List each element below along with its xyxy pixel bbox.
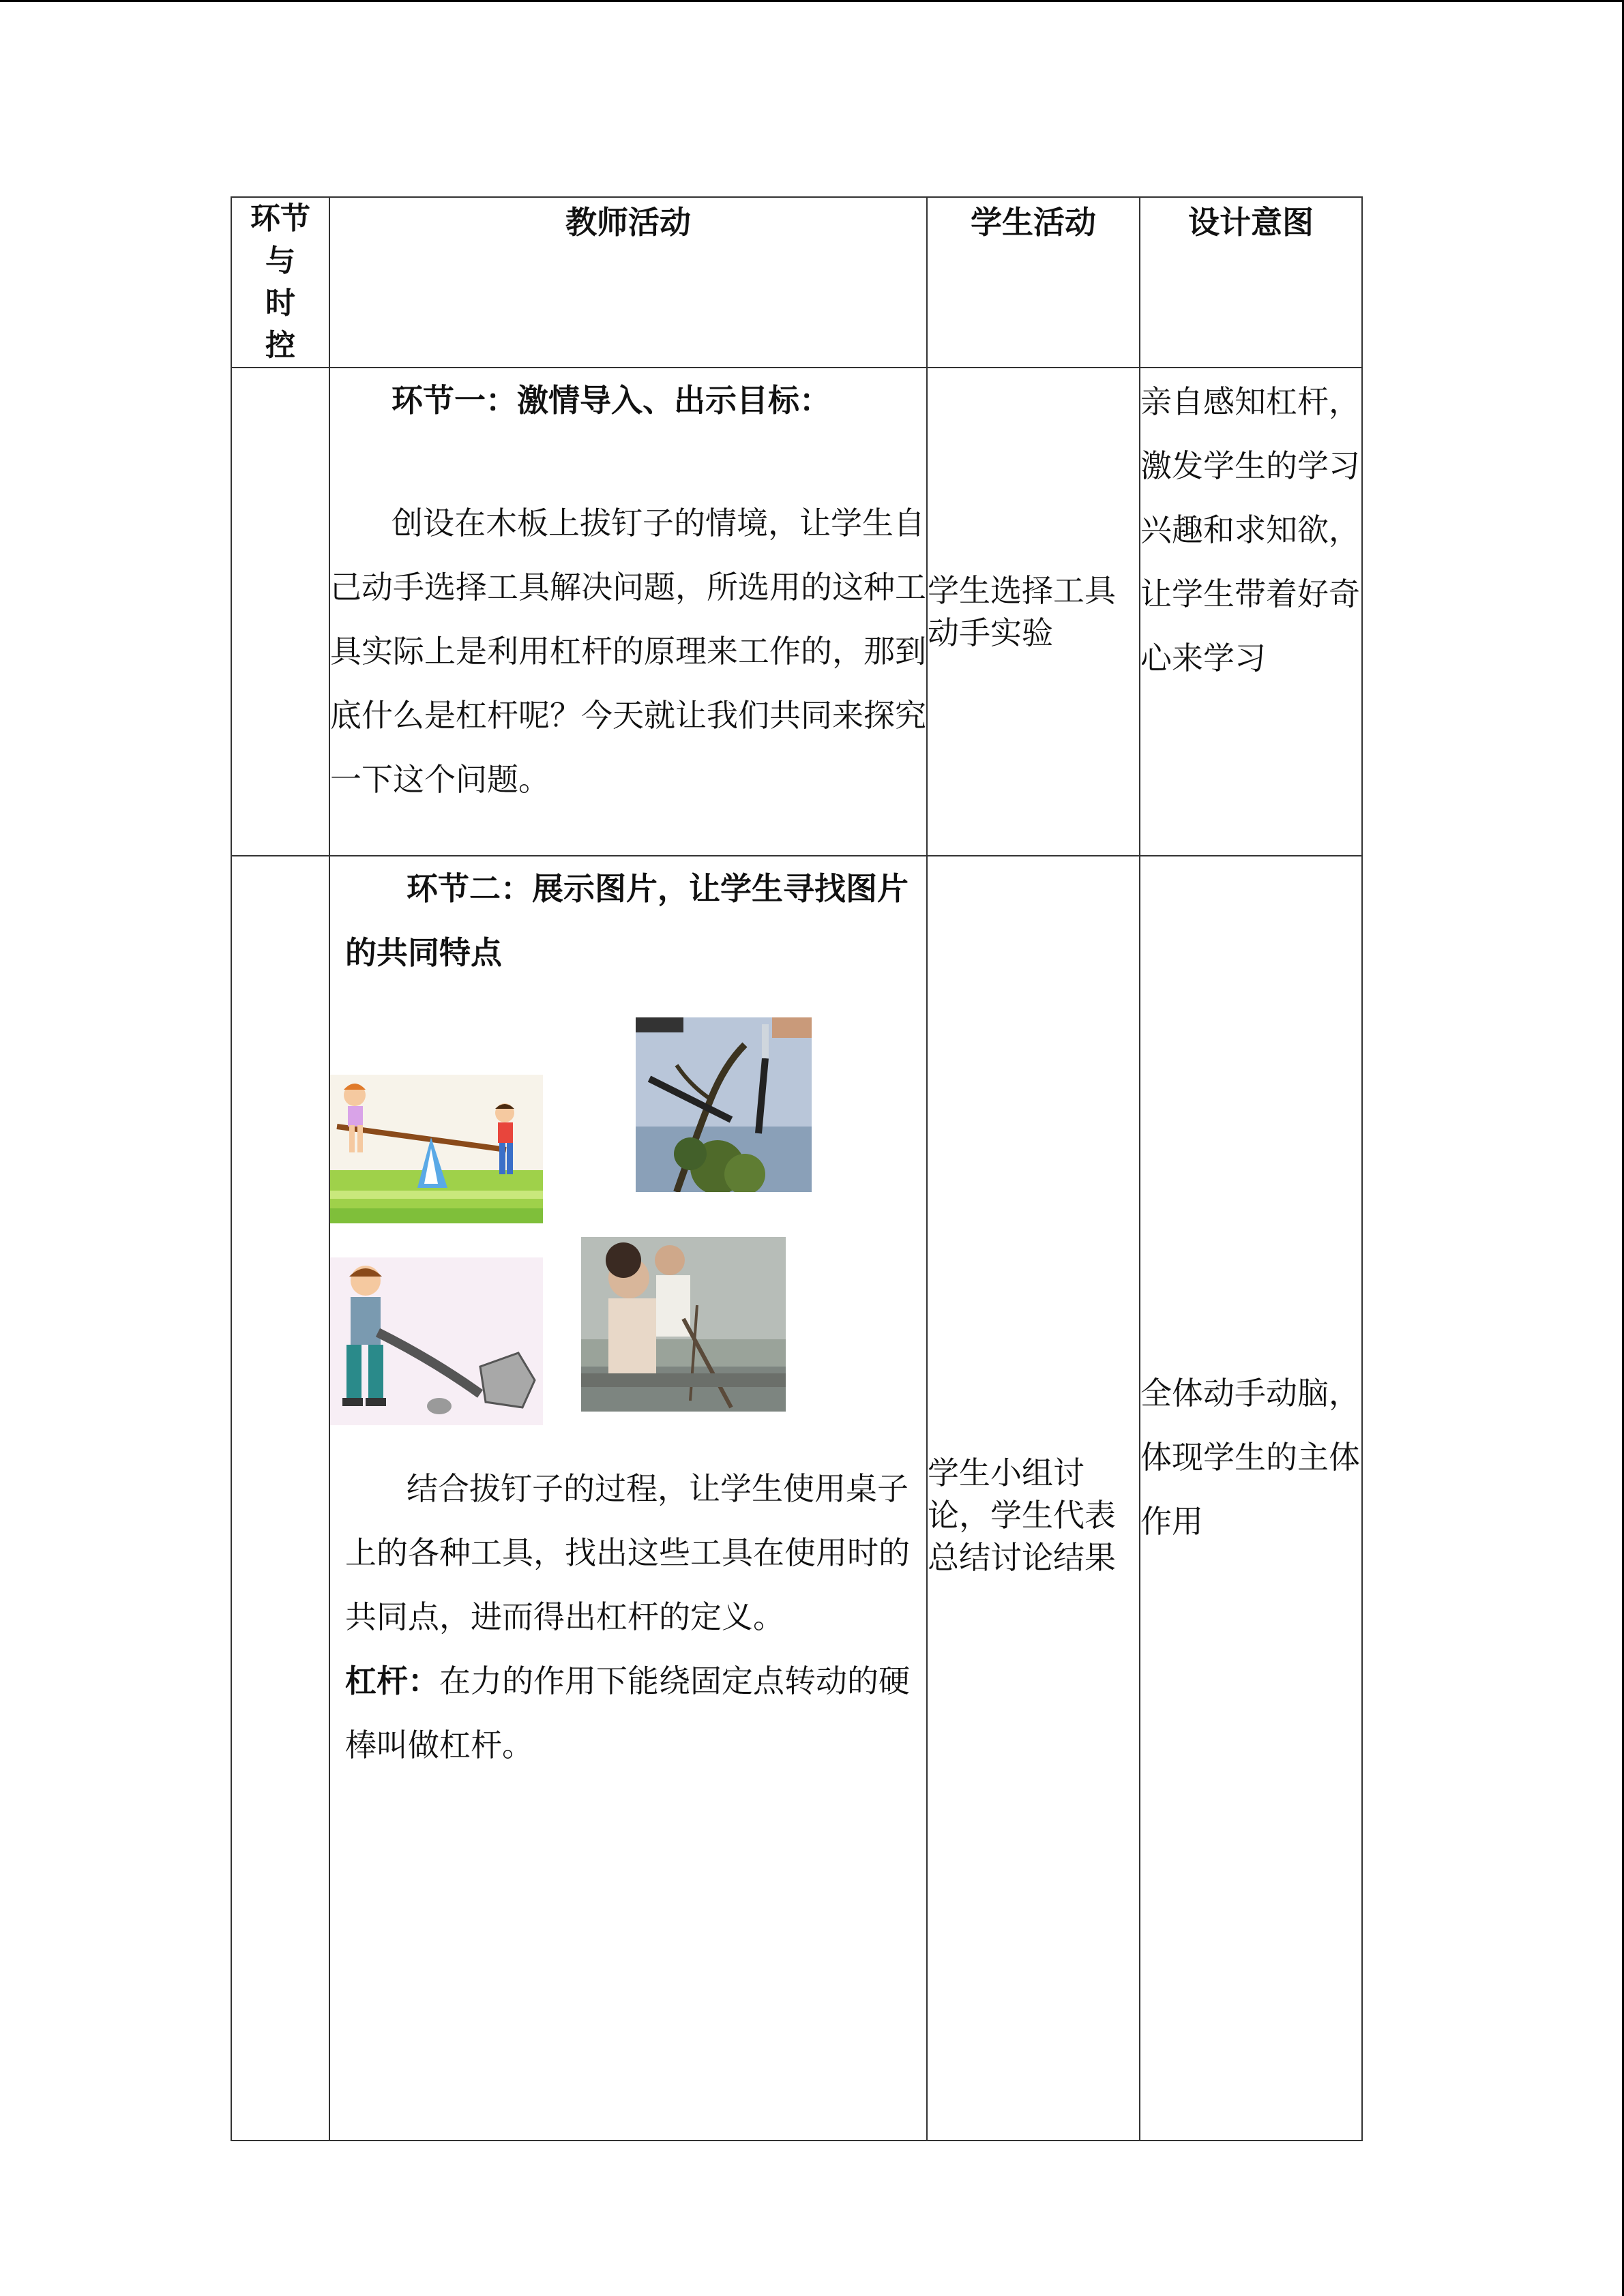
stage-title: 环节一：激情导入、出示目标： xyxy=(392,382,831,419)
header-stage-time: 环节 与 时 控 xyxy=(231,197,329,368)
header-teacher-activity: 教师活动 xyxy=(329,197,927,368)
table-row xyxy=(231,368,1362,856)
teacher-activity-cell xyxy=(329,856,927,2141)
definition-text: 在力的作用下能绕固定点转动的硬棒叫做杠杆。 xyxy=(345,1663,910,1763)
lever-definition xyxy=(330,1649,926,1777)
student-activity-cell: 学生选择工具动手实验 xyxy=(927,368,1140,856)
stage-title: 环节二：展示图片，让学生寻找图片的共同特点 xyxy=(345,870,909,971)
definition-term: 杠杆： xyxy=(345,1663,439,1699)
lesson-plan-table xyxy=(231,196,1363,2141)
lever-examples-figure xyxy=(330,1017,926,1427)
seesaw-illustration xyxy=(330,1075,543,1223)
crowbar-rock-illustration xyxy=(330,1257,543,1425)
stage-time-cell xyxy=(231,368,329,856)
stage-time-cell xyxy=(231,856,329,2141)
design-intent-cell: 亲自感知杠杆，激发学生的学习兴趣和求知欲，让学生带着好奇心来学习 xyxy=(1140,368,1362,856)
rowing-boat-photo xyxy=(581,1237,786,1412)
student-activity-cell: 学生小组讨论，学生代表总结讨论结果 xyxy=(927,856,1140,2141)
header-row xyxy=(231,197,1362,368)
table-row xyxy=(231,856,1362,2141)
page-top-border xyxy=(0,0,1624,2)
teacher-paragraph: 结合拔钉子的过程，让学生使用桌子上的各种工具，找出这些工具在使用时的共同点，进而得出杠杆的定义。 xyxy=(345,1470,910,1635)
design-intent-cell: 全体动手动脑，体现学生的主体作用 xyxy=(1140,856,1362,2141)
header-design-intent: 设计意图 xyxy=(1140,197,1362,368)
teacher-activity-cell xyxy=(329,368,927,856)
pruning-shears-photo xyxy=(636,1017,812,1192)
teacher-paragraph: 创设在木板上拔钉子的情境，让学生自己动手选择工具解决问题，所选用的这种工具实际上是利用杠杆的原理来工作的，那到底什么是杠杆呢？今天就让我们共同来探究一下这个问题。 xyxy=(330,505,926,798)
header-student-activity: 学生活动 xyxy=(927,197,1140,368)
